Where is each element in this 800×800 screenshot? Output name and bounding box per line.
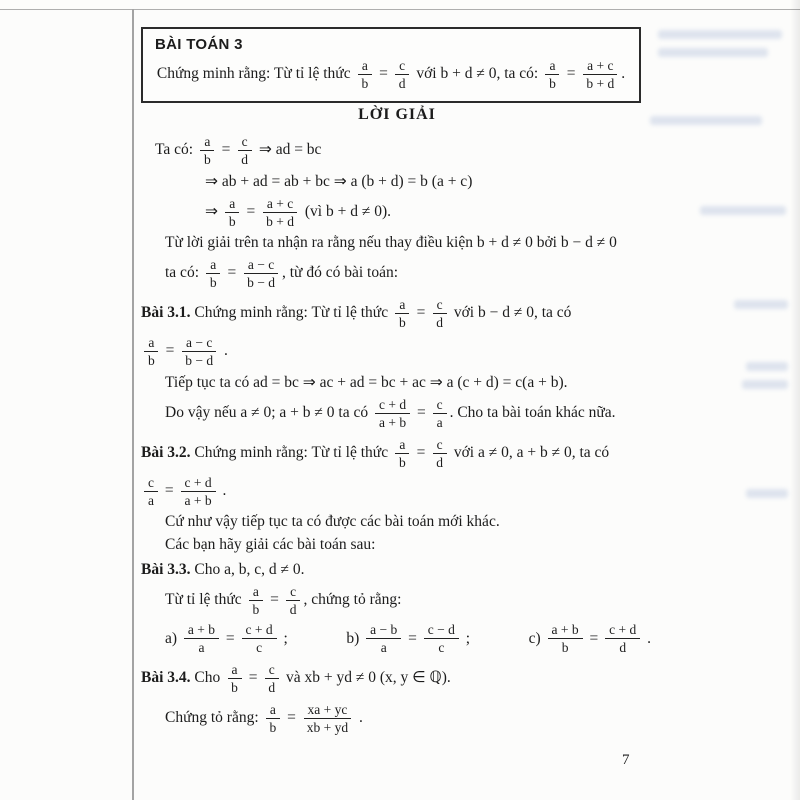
fraction-numerator: a − c (244, 257, 278, 274)
text-run: . (218, 482, 227, 500)
fraction-denominator: d (268, 680, 276, 695)
fraction-denominator: c (438, 640, 445, 655)
fraction-denominator: xb + yd (306, 720, 349, 735)
fraction-numerator: c + d (181, 475, 216, 492)
solution-section (141, 106, 653, 740)
solution-line (141, 134, 653, 167)
text-run: = (222, 629, 239, 647)
fraction (286, 584, 301, 617)
text-run: ; (461, 629, 471, 647)
fraction (243, 257, 279, 290)
text-run: = (217, 141, 235, 159)
fraction (144, 475, 158, 508)
text-run: Từ lời giải trên ta nhận ra rằng nếu thay điều kiện b + d ≠ 0 bởi b − d ≠ 0 (165, 234, 617, 251)
text-run: Chứng minh rằng: Từ tỉ lệ thức (190, 444, 392, 462)
text-run: Cho a, b, c, d ≠ 0. (190, 561, 305, 578)
fraction-denominator: b − d (185, 353, 214, 368)
solution-line (141, 584, 653, 617)
text-run: với b + d ≠ 0, ta có: (412, 65, 543, 83)
fraction-numerator: a − c (182, 335, 216, 352)
fraction-numerator: a (200, 134, 214, 151)
solution-lines (141, 134, 653, 735)
fraction (184, 622, 219, 655)
fraction (242, 622, 277, 655)
fraction-numerator: c + d (375, 397, 410, 414)
fraction-numerator: c (395, 58, 409, 75)
solution-line (141, 662, 653, 695)
solution-line (141, 196, 653, 229)
fraction (266, 702, 281, 735)
fraction (181, 335, 217, 368)
fraction-denominator: a (436, 415, 443, 430)
text-run: Bài 3.4. (141, 669, 191, 687)
text-run: b) (346, 629, 364, 647)
text-run: . (643, 629, 652, 647)
bleed-through-mark (650, 116, 762, 125)
problem-statement (155, 58, 627, 91)
text-run: (vì b + d ≠ 0). (301, 203, 392, 221)
text-run: c) (528, 629, 545, 647)
text-run: = (266, 591, 283, 609)
solution-line (141, 622, 653, 655)
text-run: = (413, 404, 430, 422)
fraction-numerator: a (358, 58, 372, 75)
bleed-through-mark (658, 48, 768, 57)
fraction-numerator: a (228, 662, 242, 679)
fraction (375, 397, 410, 430)
fraction-numerator: c (433, 397, 447, 414)
text-run: = (242, 203, 260, 221)
text-run: = (161, 482, 178, 500)
fraction (432, 297, 447, 330)
solution-line (141, 373, 653, 392)
solution-line (141, 234, 653, 252)
text-run: Từ tỉ lệ thức (165, 591, 246, 609)
fraction (200, 134, 215, 167)
text-run: = (161, 342, 179, 360)
text-run: Cho (190, 669, 225, 687)
fraction (144, 335, 159, 368)
fraction (262, 196, 298, 229)
fraction-denominator: b (561, 640, 569, 655)
text-run: với a ≠ 0, a + b ≠ 0, ta có (449, 444, 610, 462)
text-run: Bài 3.3. (141, 561, 191, 578)
text-run: . Cho ta bài toán khác nữa. (449, 404, 616, 422)
fraction-denominator: d (619, 640, 627, 655)
problem-box-title: BÀI TOÁN 3 (155, 36, 243, 53)
text-run: Chứng tỏ rằng: (165, 709, 263, 727)
fraction-denominator: b (549, 76, 556, 91)
fraction (605, 622, 640, 655)
fraction-numerator: a (144, 335, 158, 352)
text-run: ⇒ ab + ad = ab + bc ⇒ a (b + d) = b (a + c) (205, 173, 473, 190)
fraction-numerator: c (433, 297, 447, 314)
fraction-denominator: a + b (378, 415, 407, 430)
text-run: . (220, 342, 228, 360)
fraction-numerator: a + b (548, 622, 583, 639)
fraction-numerator: a + c (263, 196, 297, 213)
fraction (181, 475, 216, 508)
solution-line (141, 536, 653, 554)
fraction (545, 58, 560, 91)
solution-line (141, 475, 653, 508)
text-run: Chứng minh rằng: Từ tỉ lệ thức (190, 304, 392, 322)
text-run: = (223, 264, 241, 282)
fraction (432, 437, 447, 470)
solution-line (141, 561, 653, 579)
solution-line (141, 335, 653, 368)
fraction-numerator: c + d (605, 622, 640, 639)
text-run: . (355, 709, 363, 727)
fraction-denominator: b (209, 275, 217, 290)
fraction-numerator: c − d (424, 622, 459, 639)
fraction-denominator: d (436, 315, 443, 330)
text-run: = (244, 669, 262, 687)
fraction (433, 397, 447, 430)
fraction (303, 702, 352, 735)
fraction-denominator: d (289, 602, 297, 617)
scan-right-edge-shadow (790, 0, 800, 800)
fraction (395, 437, 410, 470)
fraction-numerator: a (249, 584, 263, 601)
text-run: . (621, 65, 626, 83)
text-run: ta có: (165, 264, 203, 282)
fraction-denominator: b − d (247, 275, 275, 290)
fraction-numerator: a + b (184, 622, 219, 639)
text-run: với b − d ≠ 0, ta có (449, 304, 572, 322)
fraction (225, 196, 240, 229)
text-run: ; (279, 629, 288, 647)
text-run: = (283, 709, 300, 727)
fraction-denominator: b (269, 720, 277, 735)
fraction (249, 584, 264, 617)
text-run: = (562, 65, 580, 83)
text-run: Bài 3.2. (141, 444, 191, 462)
fraction-denominator: a (198, 640, 205, 655)
text-run: ⇒ (205, 203, 222, 221)
fraction (264, 662, 279, 695)
bleed-through-mark (700, 206, 786, 215)
fraction (227, 662, 242, 695)
text-run: a) (165, 629, 181, 647)
text-run: Do vậy nếu a ≠ 0; a + b ≠ 0 ta có (165, 404, 372, 422)
bleed-through-mark (746, 362, 788, 371)
fraction-numerator: c (144, 475, 158, 492)
text-run: = (412, 304, 430, 322)
solution-line (141, 437, 653, 470)
solution-heading: LỜI GIẢI (358, 106, 436, 123)
fraction-numerator: c (265, 662, 279, 679)
scan-left-edge-line (132, 9, 134, 800)
fraction-numerator: a (395, 297, 409, 314)
text-run: Tiếp tục ta có ad = bc ⇒ ac + ad = bc + ac ⇒ a (c + d) = c(a + b). (165, 374, 568, 391)
text-run: = (404, 629, 421, 647)
problem-box (141, 27, 641, 103)
fraction-numerator: a (225, 196, 239, 213)
solution-line (141, 297, 653, 330)
fraction-denominator: b (228, 214, 236, 229)
fraction-denominator: b + d (266, 214, 294, 229)
fraction-numerator: a (395, 437, 409, 454)
solution-line (141, 702, 653, 735)
fraction (395, 297, 410, 330)
fraction (237, 134, 252, 167)
fraction-numerator: c (286, 584, 300, 601)
fraction-numerator: c (433, 437, 447, 454)
fraction (395, 58, 410, 91)
solution-line (141, 257, 653, 290)
text-run: Cứ như vậy tiếp tục ta có được các bài toán mới khác. (165, 513, 500, 530)
page-number: 7 (622, 752, 630, 768)
fraction-denominator: c (256, 640, 263, 655)
fraction (357, 58, 372, 91)
fraction-denominator: b (398, 455, 406, 470)
solution-line (141, 513, 653, 531)
text-run: = (585, 629, 603, 647)
fraction-denominator: b (231, 680, 238, 695)
fraction-numerator: a + c (583, 58, 617, 75)
text-run: ⇒ ad = bc (254, 141, 322, 159)
fraction (206, 257, 221, 290)
text-run: Chứng minh rằng: Từ tỉ lệ thức (156, 65, 355, 83)
bleed-through-mark (746, 489, 788, 498)
fraction-numerator: c + d (242, 622, 277, 639)
fraction (548, 622, 583, 655)
text-run: , từ đó có bài toán: (282, 264, 399, 282)
solution-line (141, 172, 653, 191)
text-run: Các bạn hãy giải các bài toán sau: (165, 536, 376, 553)
fraction-denominator: b (252, 602, 260, 617)
fraction-numerator: a (266, 702, 280, 719)
fraction-numerator: a (206, 257, 220, 274)
text-run: Bài 3.1. (141, 304, 191, 322)
scan-top-edge-line (0, 9, 800, 10)
text-run: Ta có: (155, 141, 197, 159)
fraction-numerator: a (545, 58, 559, 75)
text-run: và xb + yd ≠ 0 (x, y ∈ ℚ). (282, 669, 451, 687)
text-run: = (412, 444, 430, 462)
fraction (366, 622, 401, 655)
text-run: = (375, 65, 392, 83)
fraction-denominator: b (203, 152, 211, 167)
fraction-denominator: d (398, 76, 406, 91)
bleed-through-mark (658, 30, 782, 39)
fraction-denominator: a + b (184, 493, 212, 508)
fraction (582, 58, 618, 91)
fraction-numerator: a − b (366, 622, 401, 639)
bleed-through-mark (734, 300, 788, 309)
bleed-through-mark (742, 380, 788, 389)
text-run: , chứng tỏ rằng: (303, 591, 402, 609)
fraction (424, 622, 459, 655)
fraction-denominator: b (148, 353, 155, 368)
fraction-denominator: d (436, 455, 443, 470)
fraction-denominator: d (241, 152, 248, 167)
fraction-denominator: a (380, 640, 387, 655)
fraction-denominator: b + d (586, 76, 615, 91)
fraction-denominator: b (361, 76, 369, 91)
fraction-denominator: a (148, 493, 154, 508)
fraction-numerator: c (238, 134, 252, 151)
fraction-numerator: xa + yc (304, 702, 352, 719)
fraction-denominator: b (398, 315, 406, 330)
solution-line (141, 397, 653, 430)
